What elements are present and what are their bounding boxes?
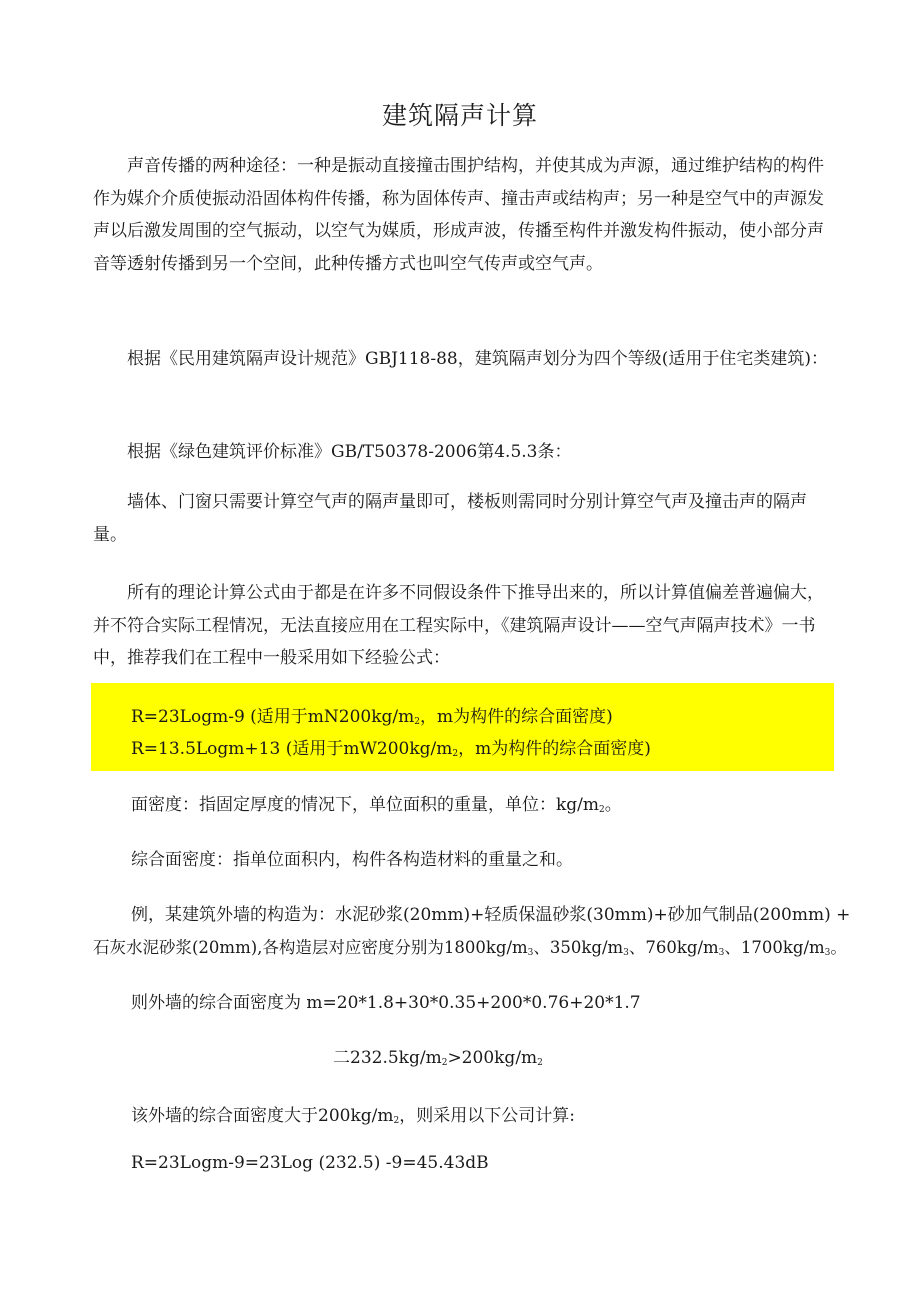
definition-surface-density xyxy=(131,794,622,821)
calc-result-value: 二232.5kg/m xyxy=(333,1048,442,1068)
example-density-4-sub: 3 xyxy=(824,948,831,958)
paragraph-sound-paths: 声音传播的两种途径：一种是振动直接撞击围护结构，并使其成为声源，通过维护结构的构件作为媒介介质使振动沿固体构件传播，称为固体传声、撞击声或结构声；另一种是空气中的声源发声以后激发周围的空气振动，以空气为媒质，形成声波，传播至构件并激发构件振动，使小部分声音等透射传播到另一个空间，此种传播方式也叫空气传声或空气声。 xyxy=(93,156,824,274)
formula-heavy-text: R=23Logm-9 (适用于mN200kg/m xyxy=(131,707,415,727)
calc-result-compare: >200kg/m xyxy=(447,1048,538,1068)
paragraph-gbj-standard: 根据《民用建筑隔声设计规范》GBJ118-88，建筑隔声划分为四个等级(适用于住宅类建筑)： xyxy=(127,349,828,369)
example-line-2 xyxy=(93,937,847,964)
paragraph-empirical-formula-intro: 所有的理论计算公式由于都是在许多不同假设条件下推导出来的，所以计算值偏差普遍偏大，并不符合实际工程情况，无法直接应用在工程实际中，《建筑隔声设计——空气声隔声技术》一书中，推荐我们在工程中一般采用如下经验公式： xyxy=(93,583,824,668)
calc-conclusion xyxy=(131,1105,575,1132)
calc-conclusion-text: 该外墙的综合面密度大于200kg/m xyxy=(131,1106,394,1126)
calc-result-sub-2: 2 xyxy=(537,1058,543,1068)
formula-heavy-wall xyxy=(131,706,613,733)
calc-conclusion-sub: 2 xyxy=(393,1116,400,1126)
example-line-1: 例，某建筑外墙的构造为：水泥砂浆(20mm)+轻质保温砂浆(30mm)+砂加气制品(200mm) + xyxy=(131,905,851,925)
example-density-2-sub: 3 xyxy=(623,948,629,958)
calc-composite-result xyxy=(333,1047,543,1074)
example-density-4: 、1700kg/m xyxy=(724,938,825,957)
formula-light-text: R=13.5Logm+13 (适用于mW200kg/m xyxy=(131,739,453,759)
formula-light-wall xyxy=(131,738,651,765)
definition-surface-density-text: 面密度：指固定厚度的情况下，单位面积的重量，单位：kg/m xyxy=(131,795,600,815)
formula-heavy-tail: ，m为构件的综合面密度) xyxy=(420,707,613,727)
definition-composite-density: 综合面密度：指单位面积内，构件各构造材料的重量之和。 xyxy=(131,850,573,870)
calc-composite-density: 则外墙的综合面密度为 m=20*1.8+30*0.35+200*0.76+20*1.7 xyxy=(131,993,641,1013)
example-density-3-sub: 3 xyxy=(718,948,725,958)
example-density-1-sub: 3 xyxy=(527,948,534,958)
formula-light-tail: ，m为构件的综合面密度) xyxy=(458,739,651,759)
paragraph-green-standard: 根据《绿色建筑评价标准》GB/T50378-2006第4.5.3条： xyxy=(127,442,572,462)
calc-final-result: R=23Logm-9=23Log (232.5) -9=45.43dB xyxy=(131,1153,489,1173)
formula-light-sub: 2 xyxy=(452,749,459,759)
paragraph-wall-floor-note: 墙体、门窗只需要计算空气声的隔声量即可，楼板则需同时分别计算空气声及撞击声的隔声量。 xyxy=(93,492,807,545)
calc-conclusion-tail: ，则采用以下公司计算: xyxy=(399,1106,575,1126)
example-line-2-end: 。 xyxy=(830,938,847,957)
example-density-2: 、350kg/m xyxy=(533,938,624,957)
calc-result-sub-1: 2 xyxy=(441,1058,448,1068)
definition-surface-density-tail: 。 xyxy=(604,795,622,815)
formula-heavy-sub: 2 xyxy=(414,717,421,727)
definition-surface-density-sub: 2 xyxy=(599,805,605,815)
example-density-1: 石灰水泥砂浆(20mm),各构造层对应密度分别为1800kg/m xyxy=(93,938,528,957)
example-density-3: 、760kg/m xyxy=(628,938,719,957)
document-title: 建筑隔声计算 xyxy=(381,101,538,130)
